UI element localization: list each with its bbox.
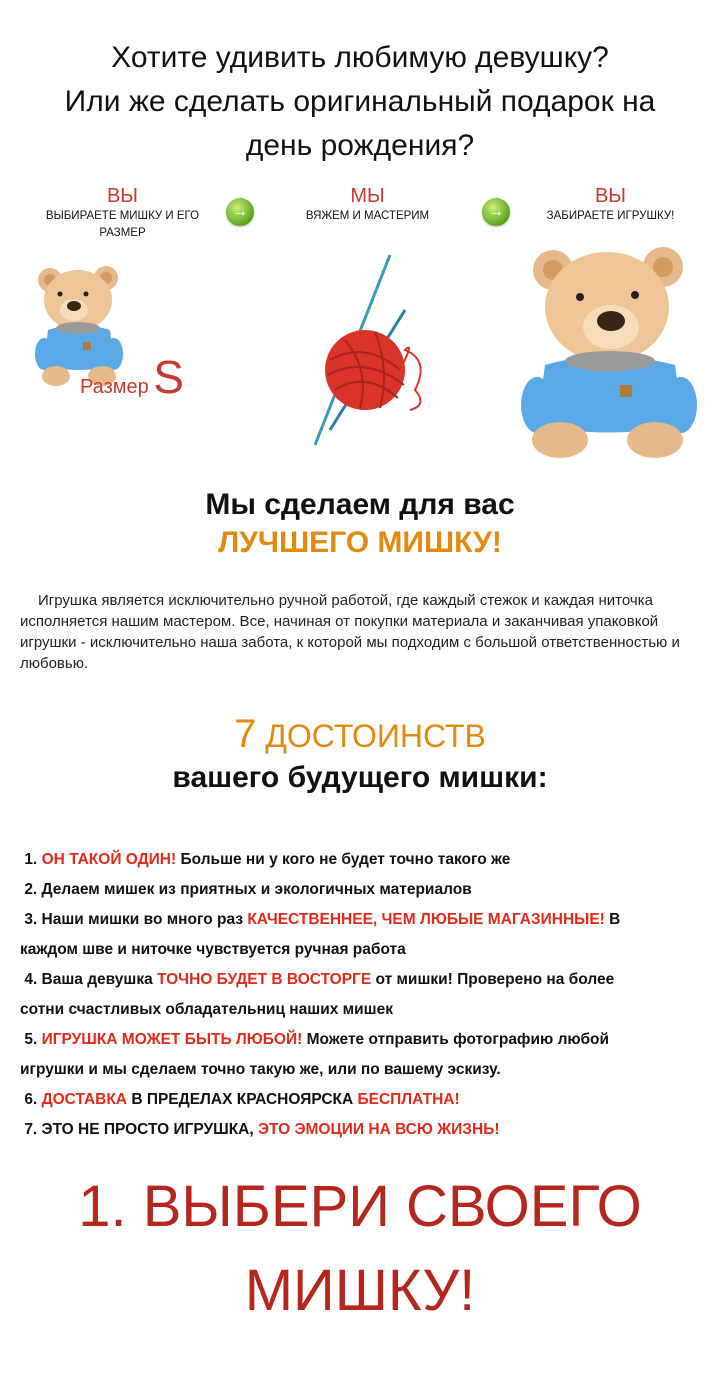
headline-line-3: день рождения? — [245, 129, 475, 162]
large-bear-image — [515, 235, 700, 460]
best-bear-line-1: Мы сделаем для вас — [205, 488, 515, 521]
list-item: 2. Делаем мишек из приятных и экологичных материалов — [24, 881, 472, 898]
step-choose-desc — [30, 208, 215, 242]
list-item: 1. ОН ТАКОЙ ОДИН! Больше ни у кого не будет точно такого же — [24, 851, 511, 868]
size-indicator — [80, 350, 184, 404]
arrow-glyph: → — [488, 203, 504, 220]
step-knit-title: МЫ — [350, 185, 385, 207]
yarn-ball-icon — [300, 250, 450, 450]
cta-line-2: МИШКУ! — [244, 1258, 476, 1323]
list-item: 7. ЭТО НЕ ПРОСТО ИГРУШКА, ЭТО ЭМОЦИИ НА ВСЮ ЖИЗНЬ! — [24, 1121, 500, 1138]
list-item: 3. Наши мишки во много раз КАЧЕСТВЕННЕЕ, ЧЕМ ЛЮБЫЕ МАГАЗИННЫЕ! В каждом шве и ниточке чувствуется ручная работа — [20, 911, 621, 958]
step-pickup-title: ВЫ — [594, 185, 627, 207]
headline-line-1: Хотите удивить любимую девушку? — [111, 41, 609, 74]
step-knit — [285, 185, 450, 225]
headline — [0, 36, 720, 168]
choose-bear-cta — [0, 1165, 720, 1333]
size-letter: S — [153, 351, 184, 403]
step-knit-desc: ВЯЖЕМ И МАСТЕРИМ — [305, 210, 430, 222]
advantages-heading-line-1 — [0, 712, 720, 757]
arrow-glyph: → — [232, 203, 248, 220]
step-choose-desc-line-1: ВЫБИРАЕТЕ МИШКУ И ЕГО — [45, 210, 200, 222]
step-pickup-desc: ЗАБИРАЕТЕ ИГРУШКУ! — [546, 210, 675, 222]
list-item: 5. ИГРУШКА МОЖЕТ БЫТЬ ЛЮБОЙ! Можете отправить фотографию любой игрушки и мы сделаем точно такую же, или по вашему эскизу. — [20, 1031, 610, 1078]
advantages-heading-line-2: вашего будущего мишки: — [172, 761, 548, 794]
cta-line-1: 1. ВЫБЕРИ СВОЕГО — [78, 1174, 642, 1239]
size-label: Размер — [80, 376, 149, 398]
step-choose — [30, 185, 215, 242]
advantages-heading — [0, 712, 720, 795]
step-choose-title: ВЫ — [106, 185, 139, 207]
arrow-right-icon — [482, 198, 510, 226]
step-choose-desc-line-2: РАЗМЕР — [99, 227, 146, 239]
list-item: 6. ДОСТАВКА В ПРЕДЕЛАХ КРАСНОЯРСКА БЕСПЛАТНА! — [24, 1091, 460, 1108]
advantages-list — [20, 845, 700, 1145]
handmade-paragraph: Игрушка является исключительно ручной работой, где каждый стежок и каждая ниточка исполняется нашим мастером. Все, начиная от покупки материала и заканчивая упаковкой игрушки - исключительно наша забота, к которой мы подходим с большой ответственностью и любовью. — [20, 592, 680, 672]
best-bear-line-2: ЛУЧШЕГО МИШКУ! — [218, 526, 502, 559]
list-item: 4. Ваша девушка ТОЧНО БУДЕТ В ВОСТОРГЕ от мишки! Проверено на более сотни счастливых обладательниц наших мишек — [20, 971, 615, 1018]
advantages-word: ДОСТОИНСТВ — [265, 718, 486, 754]
best-bear-heading — [0, 488, 720, 560]
arrow-right-icon — [226, 198, 254, 226]
step-pickup — [528, 185, 693, 225]
advantages-count: 7 — [234, 712, 257, 756]
headline-line-2: Или же сделать оригинальный подарок на — [64, 85, 656, 118]
